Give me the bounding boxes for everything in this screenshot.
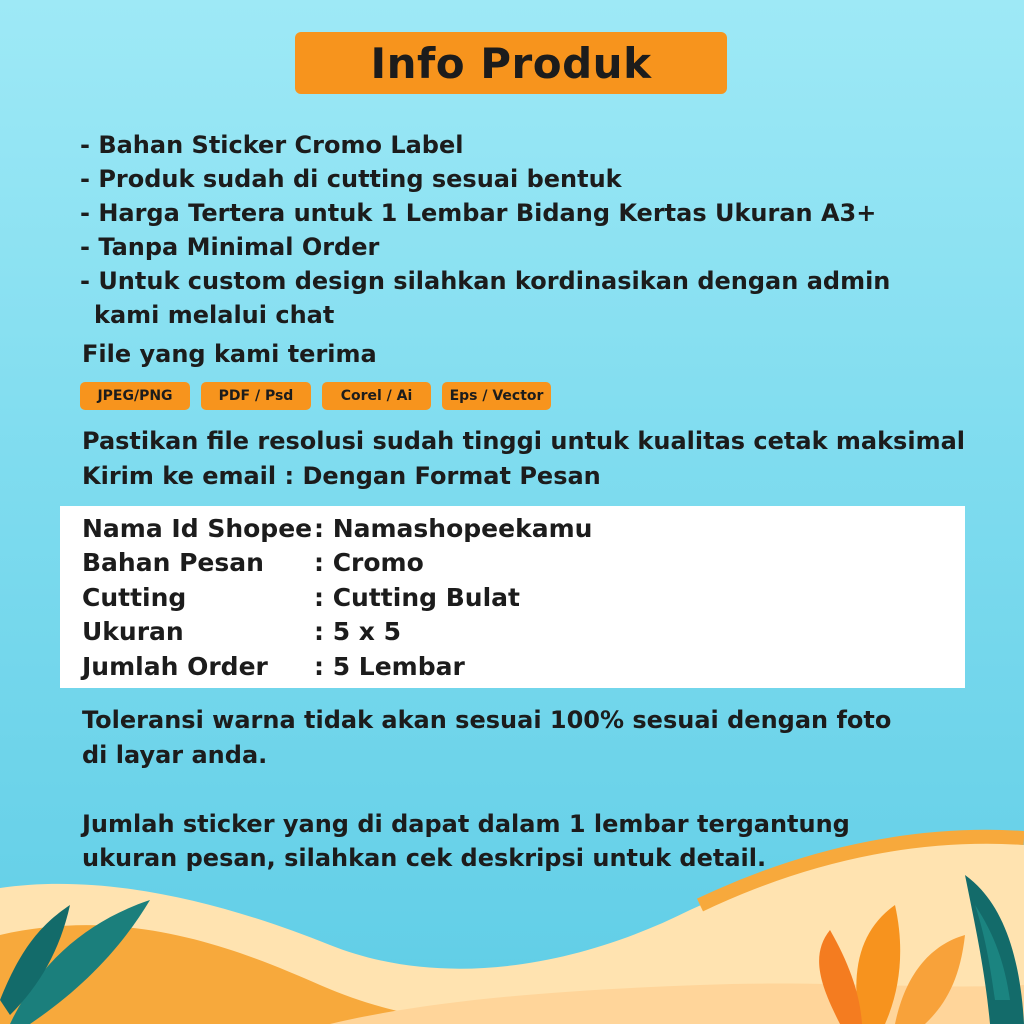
- format-badge-corel-ai: Corel / Ai: [322, 382, 431, 410]
- order-label: Ukuran: [82, 617, 184, 646]
- order-format-box: [60, 506, 965, 688]
- order-value: : Namashopeekamu: [314, 514, 593, 543]
- email-note: Kirim ke email : Dengan Format Pesan: [82, 462, 601, 490]
- list-item: - Tanpa Minimal Order: [80, 233, 380, 261]
- file-format-badges: [80, 382, 562, 410]
- format-badge-jpeg-png: JPEG/PNG: [80, 382, 190, 410]
- order-label: Jumlah Order: [82, 652, 268, 681]
- product-info-list: [80, 128, 890, 332]
- list-item: - Produk sudah di cutting sesuai bentuk: [80, 165, 622, 193]
- color-tolerance-note-line1: Toleransi warna tidak akan sesuai 100% sesuai dengan foto: [82, 706, 892, 734]
- resolution-note: Pastikan file resolusi sudah tinggi untuk kualitas cetak maksimal: [82, 427, 965, 455]
- order-row-material: [82, 548, 424, 577]
- order-value: : 5 Lembar: [314, 652, 465, 681]
- order-label: Cutting: [82, 583, 187, 612]
- order-row-cutting: [82, 583, 520, 612]
- order-row-size: [82, 617, 401, 646]
- order-row-shopee-id: [82, 514, 592, 543]
- page-title: Info Produk: [370, 38, 652, 88]
- sticker-quantity-note-line1: Jumlah sticker yang di dapat dalam 1 lembar tergantung: [82, 810, 850, 838]
- title-banner: [295, 32, 727, 94]
- sticker-quantity-note-line2: ukuran pesan, silahkan cek deskripsi untuk detail.: [82, 844, 767, 872]
- format-badge-eps-vector: Eps / Vector: [442, 382, 551, 410]
- list-item-continuation: kami melalui chat: [94, 301, 335, 329]
- accepted-files-heading: File yang kami terima: [82, 340, 377, 368]
- order-row-quantity: [82, 652, 465, 681]
- order-value: : 5 x 5: [314, 617, 402, 646]
- order-value: : Cromo: [314, 548, 424, 577]
- list-item: - Untuk custom design silahkan kordinasikan dengan admin: [80, 267, 891, 295]
- order-value: : Cutting Bulat: [314, 583, 520, 612]
- order-label: Bahan Pesan: [82, 548, 264, 577]
- order-label: Nama Id Shopee: [82, 514, 313, 543]
- list-item: - Bahan Sticker Cromo Label: [80, 131, 464, 159]
- color-tolerance-note-line2: di layar anda.: [82, 741, 268, 769]
- format-badge-pdf-psd: PDF / Psd: [201, 382, 311, 410]
- list-item: - Harga Tertera untuk 1 Lembar Bidang Kertas Ukuran A3+: [80, 199, 877, 227]
